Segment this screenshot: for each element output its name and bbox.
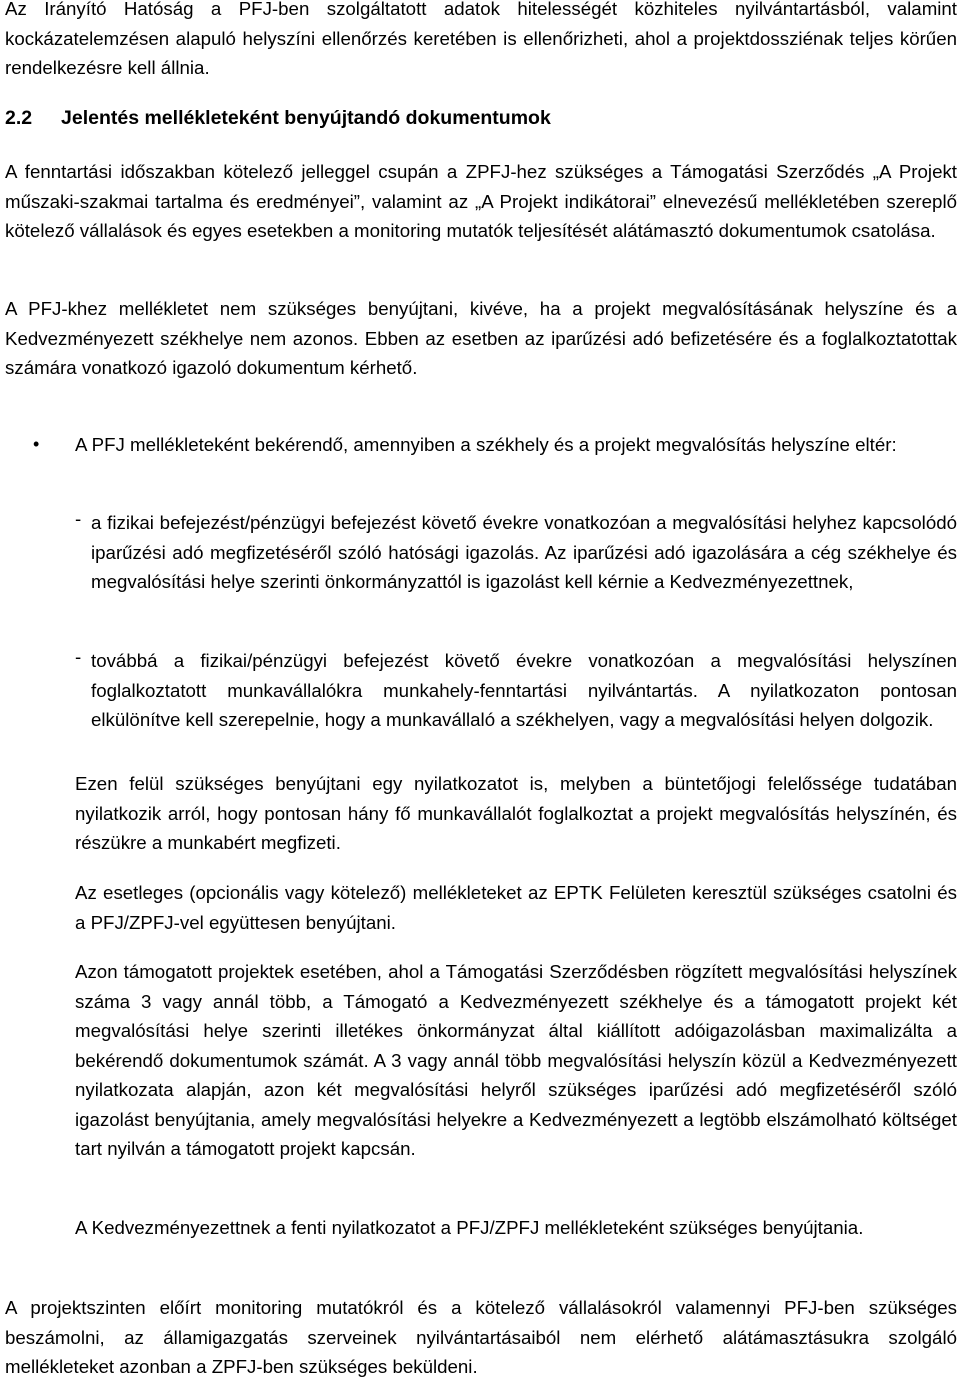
paragraph-mandatory-attachments: A fenntartási időszakban kötelező jelleggel csupán a ZPFJ-hez szükséges a Támogatási Szerződés „A Projekt műszaki-szakmai tartalma és eredményei”, valamint az „A Projekt indikátorai” elnevezésű mellékletében szereplő kötelező vállalások és egyes esetekben a monitoring mutatók teljesítését alátámasztó dokumentumok csatolása. xyxy=(5,161,957,241)
intro-paragraph: Az Irányító Hatóság a PFJ-ben szolgáltatott adatok hitelességét közhiteles nyilvántartásból, valamint kockázatelemzésen alapuló helyszíni ellenőrzés keretében is ellenőrizheti, ahol a projektdossziénak teljes körűen rendelkezésre kell állnia. xyxy=(5,0,957,78)
section-number: 2.2 xyxy=(5,107,33,129)
paragraph-multiple-locations: Azon támogatott projektek esetében, ahol a Támogatási Szerződésben rögzített megvalósítási helyszínek száma 3 vagy annál több, a Támogató a Kedvezményezett székhelye és a támogatott projekt két megvalósítási helye szerinti illetékes önkormányzat által kiállított adóigazolásban maximalizálta a bekérendő dokumentumok számát. A 3 vagy annál több megvalósítási helyszín közül a Kedvezményezett nyilatkozata alapján, azon két megvalósítási helyről szükséges iparűzési adó megfizetéséről szóló igazolást benyújtania, amely megvalósítási helyekre a Kedvezményezett a legtöbb elszámolható költséget tart nyilván a támogatott projekt kapcsán. xyxy=(75,961,957,1159)
paragraph-pfj-attachments: A PFJ-khez mellékletet nem szükséges benyújtani, kivéve, ha a projekt megvalósításának helyszíne és a Kedvezményezett székhelye nem azonos. Ebben az esetben az iparűzési adó befizetésére és a foglalkoztatottak számára vonatkozó igazoló dokumentum kérhető. xyxy=(5,298,957,378)
dash-icon: - xyxy=(75,508,82,529)
section-heading xyxy=(5,104,957,133)
paragraph-declaration: Ezen felül szükséges benyújtani egy nyilatkozatot is, melyben a büntetőjogi felelőssége tudatában nyilatkozik arról, hogy pontosan hány fő munkavállalót foglalkoztat a projekt megvalósítás helyszínén, és részükre a munkabért megfizeti. xyxy=(75,773,957,853)
paragraph-beneficiary-declaration: A Kedvezményezettnek a fenti nyilatkozatot a PFJ/ZPFJ mellékleteként szükséges benyújtania. xyxy=(75,1217,864,1238)
section-title: Jelentés mellékleteként benyújtandó dokumentumok xyxy=(61,107,551,129)
bullet-icon: • xyxy=(33,434,40,454)
dash-item-text: továbbá a fizikai/pénzügyi befejezést követő évekre vonatkozóan a megvalósítási helyszínen foglalkoztatott munkavállalókra munkahely-fenntartási nyilvántartás. A nyilatkozaton pontosan elkülönítve kell szerepelnie, hogy a munkavállaló a székhelyen, vagy a megvalósítási helyen dolgozik. xyxy=(91,650,957,730)
paragraph-monitoring: A projektszinten előírt monitoring mutatókról és a kötelező vállalásokról valamennyi PFJ-ben szükséges beszámolni, az államigazgatás szerveinek nyilvántartásaiból nem elérhető alátámasztásukra szolgáló mellékleteket azonban a ZPFJ-ben szükséges beküldeni. xyxy=(5,1297,957,1377)
paragraph-optional-attachments: Az esetleges (opcionális vagy kötelező) mellékleteket az EPTK Felületen keresztül szükséges csatolni és a PFJ/ZPFJ-vel együttesen benyújtani. xyxy=(75,882,957,933)
bullet-text: A PFJ mellékleteként bekérendő, amennyiben a székhely és a projekt megvalósítás helyszíne eltér: xyxy=(75,434,897,455)
dash-item-text: a fizikai befejezést/pénzügyi befejezést követő évekre vonatkozóan a megvalósítási helyhez kapcsolódó iparűzési adó megfizetéséről szóló hatósági igazolás. Az iparűzési adó igazolására a cég székhelye és megvalósítási helye szerinti önkormányzattól is igazolást kell kérnie a Kedvezményezettnek, xyxy=(91,512,957,592)
dash-icon: - xyxy=(75,646,82,667)
